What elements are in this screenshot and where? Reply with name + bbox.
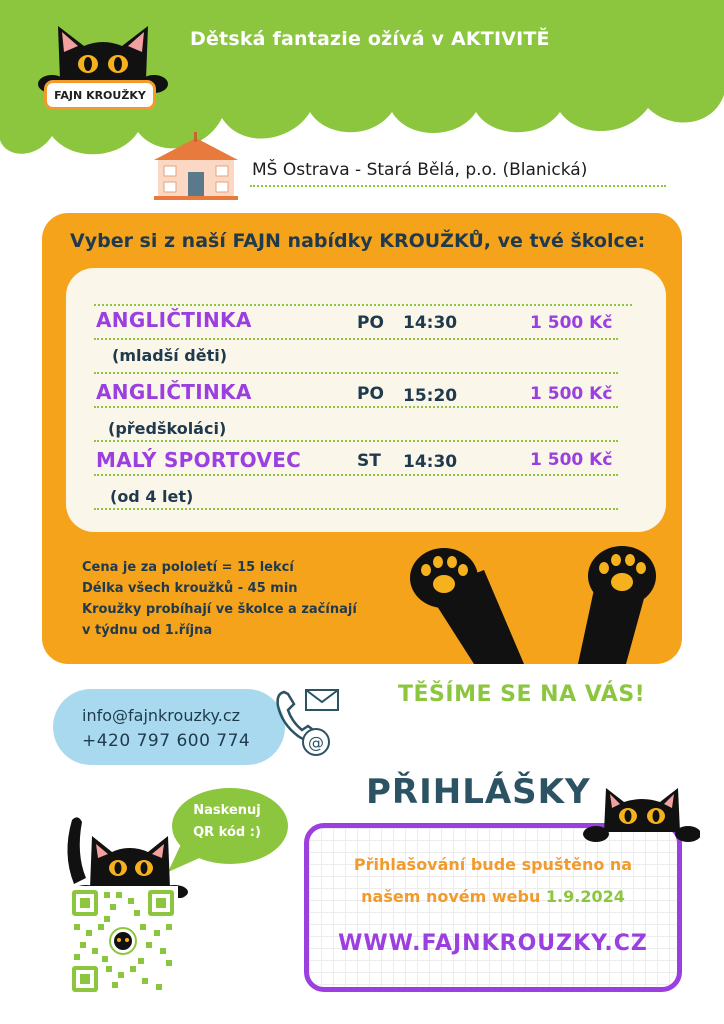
info-location: Kroužky probíhají ve školce a začínají bbox=[82, 602, 357, 617]
svg-text:@: @ bbox=[308, 733, 324, 752]
signup-date: 1.9.2024 bbox=[545, 887, 625, 906]
contact-phone[interactable]: +420 797 600 774 bbox=[82, 731, 251, 751]
course-name: MALÝ SPORTOVEC bbox=[96, 448, 302, 472]
course-group: (předškoláci) bbox=[108, 419, 227, 438]
course-time: 14:30 bbox=[403, 452, 458, 472]
course-price: 1 500 Kč bbox=[530, 313, 613, 333]
logo-badge: FAJN KROUŽKY bbox=[44, 80, 156, 110]
divider bbox=[250, 185, 666, 187]
signup-title: PŘIHLÁŠKY bbox=[366, 772, 591, 812]
peeking-cat-icon bbox=[582, 782, 700, 846]
contact-email[interactable]: info@fajnkrouzky.cz bbox=[82, 706, 241, 725]
divider bbox=[94, 304, 632, 306]
info-start: v týdnu od 1.října bbox=[82, 623, 213, 638]
signup-text-2 bbox=[310, 887, 676, 906]
signup-box bbox=[304, 823, 682, 992]
offer-title: Vyber si z naší FAJN nabídky KROUŽKŮ, ve tvé školce: bbox=[70, 230, 646, 252]
course-price: 1 500 Kč bbox=[530, 450, 613, 470]
course-group: (od 4 let) bbox=[110, 487, 194, 506]
headline: Dětská fantazie ožívá v AKTIVITĚ bbox=[190, 28, 550, 50]
course-day: PO bbox=[357, 384, 384, 404]
bubble-line: QR kód :) bbox=[193, 825, 261, 840]
course-day: ST bbox=[357, 451, 381, 471]
contact-box bbox=[53, 689, 285, 765]
course-time: 14:30 bbox=[403, 313, 458, 333]
bubble-line: Naskenuj bbox=[193, 803, 261, 818]
divider bbox=[94, 372, 618, 374]
signup-text-prefix: našem novém webu bbox=[361, 887, 546, 906]
qr-code[interactable] bbox=[68, 886, 178, 996]
info-price: Cena je za pololetí = 15 lekcí bbox=[82, 560, 294, 575]
divider bbox=[94, 338, 618, 340]
course-name: ANGLIČTINKA bbox=[96, 308, 252, 332]
greeting: TĚŠÍME SE NA VÁS! bbox=[398, 682, 646, 707]
signup-text: Přihlašování bude spuštěno na bbox=[353, 855, 633, 874]
info-duration: Délka všech kroužků - 45 min bbox=[82, 581, 298, 596]
website-link[interactable]: WWW.FAJNKROUZKY.CZ bbox=[338, 931, 648, 956]
course-group: (mladší děti) bbox=[112, 346, 228, 365]
course-time: 15:20 bbox=[403, 386, 458, 406]
divider bbox=[94, 440, 618, 442]
school-name: MŠ Ostrava - Stará Bělá, p.o. (Blanická) bbox=[252, 160, 588, 180]
at-sign-icon bbox=[303, 729, 329, 755]
course-day: PO bbox=[357, 313, 384, 333]
school-building-icon bbox=[150, 132, 242, 200]
contact-icons bbox=[272, 684, 346, 758]
divider bbox=[94, 474, 618, 476]
course-price: 1 500 Kč bbox=[530, 384, 613, 404]
cat-paws-icon bbox=[400, 540, 680, 666]
course-name: ANGLIČTINKA bbox=[96, 380, 252, 404]
divider bbox=[94, 406, 618, 408]
divider bbox=[94, 508, 618, 510]
envelope-icon bbox=[306, 690, 338, 710]
